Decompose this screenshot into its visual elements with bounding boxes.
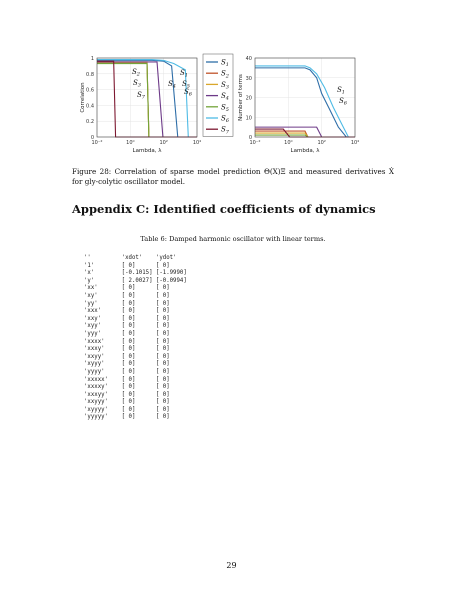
y-axis-label: Correlation — [80, 82, 86, 113]
table-cell: [-1.9990] — [155, 270, 187, 277]
table-cell: [ 0] — [155, 262, 170, 269]
table-row — [84, 407, 187, 415]
table-header-cell: 'xdot' — [121, 255, 156, 261]
legend — [203, 54, 233, 136]
table-cell: 'yyyy' — [84, 368, 122, 375]
table-row — [84, 270, 187, 278]
curve-annotation: $S_4$ — [168, 80, 176, 90]
table-header-row — [84, 255, 187, 263]
table-cell: 'xxxyy' — [84, 391, 122, 398]
table-cell: 'yy' — [84, 300, 122, 307]
table-cell: [ 0] — [155, 300, 170, 307]
table-row — [84, 392, 187, 400]
table-cell: 'y' — [84, 277, 122, 284]
series-line-s2 — [255, 131, 355, 137]
y-tick-label: 40 — [245, 56, 252, 62]
table-row — [84, 377, 187, 385]
table-cell: [ 0] — [121, 323, 156, 330]
table-header-cell: 'ydot' — [155, 255, 177, 261]
y-tick-label: 0 — [248, 135, 252, 141]
legend-entry: $S_5$ — [221, 103, 229, 113]
table-cell: [ 0] — [121, 353, 156, 360]
table-cell: [ 0] — [155, 414, 170, 421]
table-cell: '1' — [84, 262, 122, 269]
y-tick-label: 0.6 — [86, 87, 94, 94]
y-tick-label: 0.4 — [86, 103, 94, 110]
table-cell: [ 0] — [155, 330, 170, 337]
x-tick-label: 10² — [159, 140, 168, 146]
curve-annotation: $S_2$ — [132, 68, 140, 78]
y-tick-label: 0 — [90, 135, 94, 141]
y-tick-label: 1 — [90, 56, 94, 62]
y-tick-label: 10 — [245, 115, 252, 122]
legend-entry: $S_4$ — [221, 92, 229, 102]
y-tick-label: 0.2 — [86, 119, 94, 126]
curve-annotation: $S_6$ — [184, 88, 192, 98]
table-cell: 'xyy' — [84, 323, 122, 330]
table-row — [84, 346, 187, 354]
curve-annotation: $S_7$ — [137, 91, 145, 101]
table-row — [84, 278, 187, 286]
table-cell: [-0.1015] — [121, 270, 156, 277]
table-cell: [ 0] — [121, 285, 156, 292]
table-row — [84, 339, 187, 347]
table-cell: [ 0] — [121, 391, 156, 398]
table-cell: 'xxy' — [84, 315, 122, 322]
table-cell: [ 0] — [121, 384, 156, 391]
table-row — [84, 354, 187, 362]
legend-entry: $S_3$ — [221, 80, 229, 91]
table-row — [84, 301, 187, 309]
table-cell: [ 0] — [155, 292, 170, 299]
table-row — [84, 331, 187, 339]
table-cell: [ 0] — [155, 384, 170, 391]
table-cell: [ 0] — [121, 338, 156, 345]
table-cell: 'xyyy' — [84, 361, 122, 368]
table-cell: [ 0] — [155, 399, 170, 406]
curve-annotation: $S_5$ — [182, 80, 190, 90]
table-cell: [ 0] — [121, 368, 156, 375]
x-tick-label: 10⁴ — [350, 140, 360, 146]
legend-entry: $S_7$ — [221, 125, 229, 136]
curve-annotation: $S_1$ — [180, 69, 188, 79]
appendix-heading: Appendix C: Identified coefficients of dynamics — [72, 202, 376, 216]
table-row — [84, 316, 187, 324]
table-cell: [ 0] — [121, 330, 156, 337]
table-cell: [ 0] — [121, 292, 156, 299]
table-cell: [ 0] — [155, 285, 170, 292]
table-row — [84, 285, 187, 293]
table-cell: [ 0] — [155, 338, 170, 345]
table-cell: [ 0] — [155, 391, 170, 398]
table-cell: [ 0] — [121, 262, 156, 269]
table-cell: 'xy' — [84, 292, 122, 299]
table-cell: [ 0] — [121, 346, 156, 353]
table-row — [84, 263, 187, 271]
table-cell: [ 0] — [155, 361, 170, 368]
table-row — [84, 384, 187, 392]
curve-annotation: $S_6$ — [339, 97, 347, 107]
table-cell: 'xyyyy' — [84, 406, 122, 413]
table-cell: [ 0] — [121, 406, 156, 413]
y-tick-label: 0.8 — [86, 71, 94, 78]
table-row — [84, 293, 187, 301]
table-cell: [ 0] — [121, 376, 156, 383]
x-axis-label: Lambda, λ — [132, 148, 162, 154]
y-tick-label: 30 — [245, 75, 252, 82]
table-cell: 'xxxx' — [84, 338, 122, 345]
table-cell: [ 0] — [155, 406, 170, 413]
table-cell: 'yyyyy' — [84, 414, 122, 421]
table-cell: [ 0] — [155, 368, 170, 375]
table-header-cell: '' — [84, 255, 122, 261]
figure-28 — [0, 0, 463, 165]
table-row — [84, 414, 187, 422]
curve-annotation: $S_3$ — [133, 79, 141, 89]
table-row — [84, 323, 187, 331]
table-cell: [ 0] — [155, 323, 170, 330]
x-tick-label: 10⁴ — [192, 140, 202, 146]
legend-entry: $S_1$ — [221, 58, 229, 69]
x-tick-label: 10⁰ — [284, 140, 293, 146]
table-cell: [ 0] — [155, 315, 170, 322]
table-cell: [ 0] — [155, 353, 170, 360]
x-tick-label: 10⁻² — [91, 140, 103, 146]
table-cell: [ 0] — [121, 361, 156, 368]
legend-entry: $S_6$ — [221, 114, 229, 125]
y-tick-label: 20 — [245, 95, 252, 102]
page-number: 29 — [226, 561, 237, 570]
table-cell: 'xxxy' — [84, 346, 122, 353]
curve-annotation: $S_1$ — [337, 86, 345, 96]
table-cell: [ 0] — [121, 399, 156, 406]
table-cell: [ 0] — [121, 308, 156, 315]
table-cell: [ 0] — [121, 300, 156, 307]
legend-entry: $S_2$ — [221, 69, 229, 80]
figure-caption: Figure 28: Correlation of sparse model prediction Θ(X)Ξ and measured derivatives Ẋ for gly-colytic oscillator model. — [72, 167, 394, 186]
x-axis-label: Lambda, λ — [290, 148, 320, 154]
table-cell: [-0.0994] — [155, 277, 187, 284]
table-cell: 'xxxxx' — [84, 376, 122, 383]
table-cell: [ 0] — [121, 414, 156, 421]
table-cell: 'xxyy' — [84, 353, 122, 360]
table-row — [84, 399, 187, 407]
y-axis-label: Number of terms — [238, 74, 244, 121]
table-cell: [ 0] — [155, 346, 170, 353]
table-cell: 'xxxxy' — [84, 384, 122, 391]
table-row — [84, 369, 187, 377]
x-tick-label: 10⁰ — [126, 140, 135, 146]
table-cell: [ 2.0027] — [121, 277, 156, 284]
table-cell: [ 0] — [155, 308, 170, 315]
table-cell: 'x' — [84, 270, 122, 277]
x-tick-label: 10⁻² — [249, 140, 261, 146]
table-cell: 'xx' — [84, 285, 122, 292]
table-cell: 'xxx' — [84, 308, 122, 315]
coefficient-table — [84, 255, 187, 422]
table-cell: 'xxyyy' — [84, 399, 122, 406]
table-caption: Table 6: Damped harmonic oscillator with linear terms. — [140, 235, 326, 243]
table-row — [84, 361, 187, 369]
table-cell: [ 0] — [155, 376, 170, 383]
table-cell: 'yyy' — [84, 330, 122, 337]
table-row — [84, 308, 187, 316]
table-cell: [ 0] — [121, 315, 156, 322]
x-tick-label: 10² — [317, 140, 326, 146]
